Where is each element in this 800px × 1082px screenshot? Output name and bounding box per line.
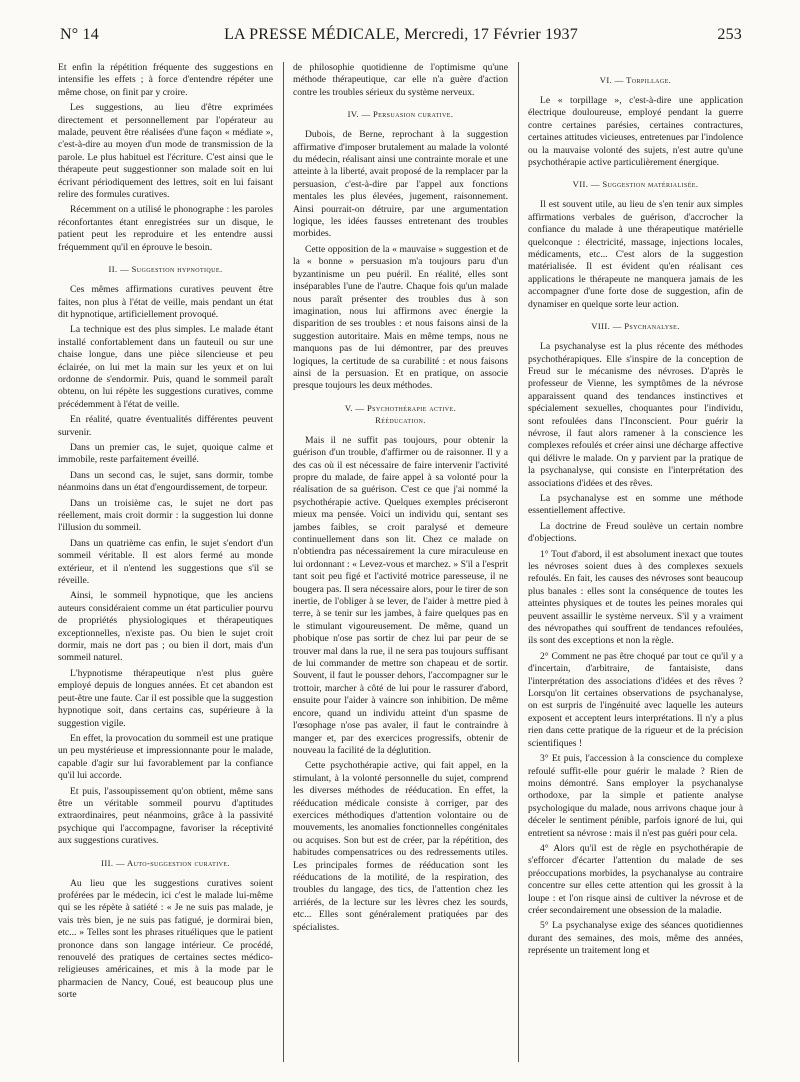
paragraph: 2° Comment ne pas être choqué par tout ce qu'il y a d'incertain, d'arbitraire, de fantaisiste, dans l'interprétation des associations d'idées et des rêves ? Lorsqu'on lit certaines observations de psychanalyse, on est surpris de l'ingénuité avec laquelle les auteurs exposent et acceptent leurs interprétations. Il n'y a plus rien dans cette pratique de la rigueur et de la précision scientifiques ! xyxy=(528,650,743,749)
section-heading: IV. — Persuasion curative. xyxy=(347,109,454,120)
paragraph: Dubois, de Berne, reprochant à la suggestion affirmative d'imposer brutalement au malade la volonté du médecin, réalisant ainsi une contrainte morale et une atteinte à la liberté, avait proposé de la remplacer par la persuasion, c'est-à-dire par l'appel aux fonctions mentales les plus élevées, jugement, raisonnement. Ainsi pourrait-on détruire, par une argumentation logique, les idées fausses entretenant des troubles morbides. xyxy=(293,129,508,240)
issue-number: N° 14 xyxy=(60,26,99,43)
paragraph: de philosophie quotidienne de l'optimisme qu'une méthode thérapeutique, car elle n'a guère d'action contre les troubles sérieux du système nerveux. xyxy=(293,62,508,98)
paragraph: 5° La psychanalyse exige des séances quotidiennes durant des semaines, des mois, même des années, représente un traitement long et xyxy=(528,920,743,957)
paragraph: Dans un troisième cas, le sujet ne dort pas réellement, mais croit dormir : la suggestion lui donne l'illusion du sommeil. xyxy=(58,497,273,534)
column-3 xyxy=(528,62,743,1062)
paragraph: La technique est des plus simples. Le malade étant installé confortablement dans un fauteuil ou sur une chaise longue, dans une pièce silencieuse et peu éclairée, on lui met la main sur les yeux et on lui ordonne de s'endormir. Puis, quand le sommeil paraît obtenu, on lui répète les suggestions curatives, comme précédemment à l'état de veille. xyxy=(58,324,273,410)
column-1 xyxy=(58,62,273,1062)
column-rule xyxy=(283,62,284,1062)
paragraph: Cette psychothérapie active, qui fait appel, en la stimulant, à la volonté personnelle du sujet, comprend les diverses méthodes de rééducation. En effet, la rééducation médicale consiste à corriger, par des exercices méthodiques d'attention volontaire ou de mouvements, les anomalies fonctionnelles congénitales ou acquises. Son but est de créer, par la répétition, des habitudes compensatrices ou des redressements utiles. Les principales formes de rééducation sont les rééducations de la motilité, de la respiration, des troubles du langage, des tics, de l'attention chez les arriérés, de la lecture sur les lèvres chez les sourds, etc... Elles sont généralement pratiquées par des spécialistes. xyxy=(293,760,508,933)
paragraph: 4° Alors qu'il est de règle en psychothérapie de s'efforcer d'écarter l'attention du malade de ses préoccupations morbides, la psychanalyse au contraire concentre sur elles cette attention qui les grossit à la loupe : et l'on risque ainsi de cultiver la névrose et de créer secondairement une obsession de la maladie. xyxy=(528,842,743,916)
section-heading: III. — Auto-suggestion curative. xyxy=(101,857,230,868)
column-2 xyxy=(293,62,508,1062)
page-number: 253 xyxy=(717,26,742,43)
paragraph: L'hypnotisme thérapeutique n'est plus guère employé depuis de longues années. Et cet abandon est peut-être une faute. Car il est possible que la suggestion hypnotique soit, dans certains cas, supérieure à la suggestion vigile. xyxy=(58,667,273,729)
paragraph: Mais il ne suffit pas toujours, pour obtenir la guérison d'un trouble, d'affirmer ou de raisonner. Il y a des cas où il est nécessaire de faire intervenir l'activité propre du malade, de faire appel à sa volonté pour la réalisation de sa guérison. C'est ce que j'ai nommé la psychothérapie active. Quelques exemples préciseront mieux ma pensée. Voici un individu qui, sentant ses jambes faibles, se croit paralysé et demeure continuellement dans son lit. Chez ce malade on n'obtiendra pas nécessairement la cure miraculeuse en lui ordonnant : « Levez-vous et marchez. » S'il a l'esprit tant soit peu figé et l'activité motrice paresseuse, il ne bougera pas. Il sera nécessaire alors, pour le tirer de son inertie, de l'obliger à se lever, de l'aider à mettre pied à terre, à se tenir sur les jambes, à faire quelques pas en le stimulant vigoureusement. De même, quand un phobique n'ose pas sortir de chez lui par peur de se trouver mal dans la rue, il ne sera pas toujours suffisant de lui commander de mettre son chapeau et de sortir. Souvent, il faut le pousser dehors, l'accompagner sur le trottoir, marcher à côté de lui pour le rassurer d'abord, ensuite pour l'aider à vaincre son inhibition. De même encore, quand un individu atteint d'un spasme de l'œsophage n'ose pas avaler, il faut le contraindre à manger et, par des exercices progressifs, obtenir de nouveau la facilité de la déglutition. xyxy=(293,434,508,756)
paragraph: Le « torpillage », c'est-à-dire une application électrique douloureuse, employé pendant la guerre contre certaines parésies, certaines contractures, certaines attitudes vicieuses, entretenues par l'indolence ou la mauvaise volonté des sujets, n'est autre qu'une psychothérapie active particulièrement énergique. xyxy=(528,95,743,169)
paragraph: La psychanalyse est la plus récente des méthodes psychothérapiques. Elle s'inspire de la conception de Freud sur le mécanisme des névroses. D'après le professeur de Vienne, les symptômes de la névrose apparaissent quand des tendances instinctives et spécialement sexuelles, choquantes pour l'individu, sont refoulées dans l'Inconscient. Pour guérir la névrose, il faut alors ramener à la conscience les complexes refoulés et créer ainsi une décharge affective qui délivre le malade. On y parvient par la pratique de la psychanalyse, qui consiste en l'interprétation des associations d'idées et des rêves. xyxy=(528,341,743,489)
article-body xyxy=(58,62,744,1064)
paragraph: La doctrine de Freud soulève un certain nombre d'objections. xyxy=(528,520,743,545)
paragraph: 3° Et puis, l'accession à la conscience du complexe refoulé suffit-elle pour guérir le malade ? Rien de moins démontré. Sans employer la psychanalyse orthodoxe, par la simple et patiente analyse psychologique du malade, nous arrivons chaque jour à déceler le sentiment pénible, parfois ignoré de lui, qui entretient sa névrose : mais il n'est pas guéri pour cela. xyxy=(528,753,743,839)
paragraph: Ces mêmes affirmations curatives peuvent être faites, non plus à l'état de veille, mais pendant un état dit hypnotique, artificiellement provoqué. xyxy=(58,284,273,320)
paragraph: Ainsi, le sommeil hypnotique, que les anciens auteurs considéraient comme un état particulier pourvu de propriétés physiologiques et thérapeutiques exceptionnelles, n'existe pas. Ou bien le sujet croit dormir, mais ne dort pas ; ou bien il dort, mais d'un sommeil naturel. xyxy=(58,590,273,664)
paragraph: Dans un quatrième cas enfin, le sujet s'endort d'un sommeil véritable. Il est alors fermé au monde extérieur, et il n'entend les suggestions que s'il se réveille. xyxy=(58,537,273,587)
column-rule xyxy=(518,62,519,1062)
paragraph: En réalité, quatre éventualités différentes peuvent survenir. xyxy=(58,414,273,438)
paragraph: Dans un second cas, le sujet, sans dormir, tombe néanmoins dans un état d'engourdissement, de torpeur. xyxy=(58,469,273,494)
paragraph: La psychanalyse est en somme une méthode essentiellement affective. xyxy=(528,492,743,517)
section-subheading: Rééducation. xyxy=(375,414,426,425)
section-heading: VI. — Torpillage. xyxy=(599,75,672,85)
section-heading: V. — Psychothérapie active. xyxy=(344,402,457,413)
paragraph: Dans un premier cas, le sujet, quoique calme et immobile, reste parfaitement éveillé. xyxy=(58,441,273,466)
paragraph: Et puis, l'assoupissement qu'on obtient, même sans être un véritable sommeil pourvu d'aptitudes extraordinaires, peut néanmoins, grâce à la passivité psychique qui l'accompagne, favoriser la réceptivité aux suggestions curatives. xyxy=(58,785,273,847)
page-header xyxy=(60,26,742,48)
paragraph: Et enfin la répétition fréquente des suggestions en intensifie les effets ; à force d'entendre répéter une même chose, on finit par y croire. xyxy=(58,62,273,98)
journal-title: LA PRESSE MÉDICALE, Mercredi, 17 Février 1937 xyxy=(224,26,578,43)
paragraph: Cette opposition de la « mauvaise » suggestion et de la « bonne » persuasion m'a toujours paru d'un byzantinisme un peu puéril. En réalité, elles sont inséparables l'une de l'autre. Chaque fois qu'un malade nous paraît présenter des troubles dus à son imagination, nous lui affirmons avec énergie la disparition de ses troubles : et nous faisons ainsi de la suggestion autoritaire. Mais en même temps, nous ne manquons pas de lui démontrer, par des preuves logiques, la certitude de sa curabilité : et nous faisons ainsi de la persuasion. Et en pratique, on associe presque toujours les deux méthodes. xyxy=(293,243,508,392)
paragraph: En effet, la provocation du sommeil est une pratique un peu mystérieuse et impressionnante pour le malade, capable d'agir sur lui favorablement par la confiance qu'il lui accorde. xyxy=(58,732,273,782)
paragraph: Les suggestions, au lieu d'être exprimées directement et personnellement par l'opérateur au malade, peuvent être réalisées d'une façon « médiate », c'est-à-dire au moyen d'un mode de transmission de la parole. Le plus habituel est l'écriture. C'est ainsi que le thérapeute peut suggestionner son malade soit en lui écrivant périodiquement des lettres, soit en lui faisant relire des formules curatives. xyxy=(58,102,273,201)
section-heading: VIII. — Psychanalyse. xyxy=(591,321,680,332)
section-heading: VII. — Suggestion matérialisée. xyxy=(572,179,699,190)
paragraph: Il est souvent utile, au lieu de s'en tenir aux simples affirmations verbales de guérison, d'accrocher la confiance du malade à une thérapeutique matérielle quelconque : électricité, massage, injections locales, médicaments, etc... C'est alors de la suggestion matérialisée. Il est évident qu'en réalisant ces applications le thérapeute ne manquera jamais de les accompagner d'une forte dose de suggestion, afin de dynamiser en quelque sorte leur action. xyxy=(528,199,743,310)
paragraph: Au lieu que les suggestions curatives soient proférées par le médecin, ici c'est le malade lui-même qui se les répète à satiété : « Je ne suis pas malade, je vais très bien, je ne suis pas fatigué, je dormirai bien, etc... » Telles sont les phrases rituéliques que le patient prononce dans son langage intérieur. Ce procédé, renouvelé des pratiques de certaines sectes médico-religieuses américaines, et mis à la mode par le pharmacien de Nancy, Coué, est beaucoup plus une sorte xyxy=(58,877,273,1001)
section-heading: II. — Suggestion hypnotique. xyxy=(108,264,223,275)
paragraph: Récemment on a utilisé le phonographe : les paroles réconfortantes étant enregistrées sur un disque, le patient peut les reproduire et les entendre aussi fréquemment qu'il en éprouve le besoin. xyxy=(58,204,273,253)
paragraph: 1° Tout d'abord, il est absolument inexact que toutes les névroses soient dues à des complexes sexuels refoulés. En fait, les causes des névroses sont beaucoup plus banales : elles sont la conséquence de toutes les atteintes physiques et de toutes les peines morales qui peuvent assaillir le système nerveux. S'il y a vraiment des névropathes qui souffrent de tendances refoulées, ils sont des exceptions et non la règle. xyxy=(528,548,743,647)
